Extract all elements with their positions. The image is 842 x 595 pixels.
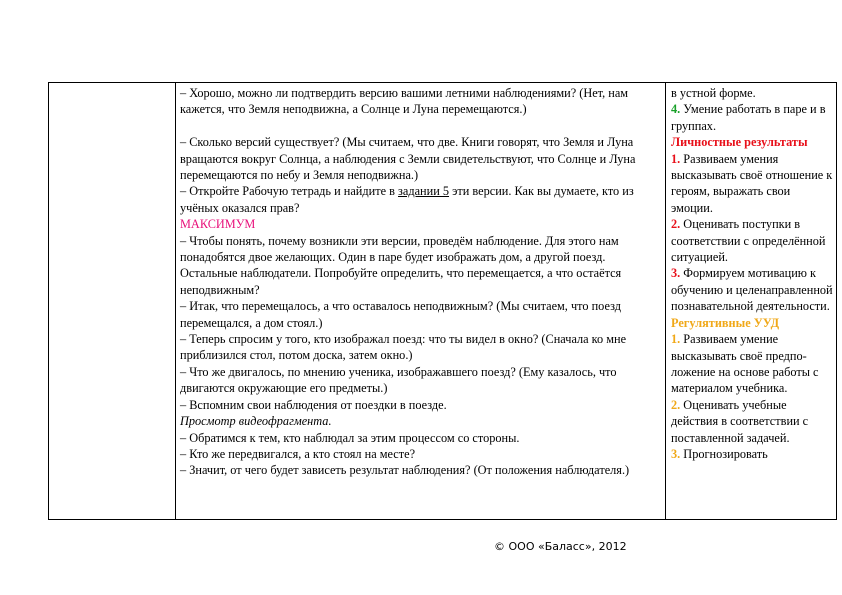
dialogue-line: – Кто же передвигался, а кто стоял на месте? (180, 446, 416, 461)
dialogue-line: – Обратимся к тем, кто наблюдал за этим процессом со стороны. (180, 430, 520, 445)
video-note: Просмотр видеофрагмента. (180, 414, 332, 429)
item-number: 1. (671, 151, 681, 166)
item-number: 3. (671, 446, 681, 461)
item-text: Оценивать поступки в соответствии с определённой ситуацией. (671, 217, 826, 265)
activity-column (180, 85, 662, 479)
item-number: 2. (671, 217, 681, 232)
copyright-footer: © ООО «Баласс», 2012 (494, 540, 627, 553)
maximum-heading: МАКСИМУМ (180, 217, 256, 232)
item-number: 3. (671, 266, 681, 281)
result-item (671, 216, 835, 265)
dialogue-line: – Вспомним свои наблюдения от поездки в поезде. (180, 397, 447, 412)
dialogue-line: – Значит, от чего будет зависеть результат наблюдения? (От положения наблюдателя.) (180, 463, 630, 478)
dialogue-line: – Чтобы понять, почему возникли эти версии, проведём наблюдение. Для этого нам понадобятся двое желающих. Один в паре будет изображать дом, а другой поезд. Остальные наблюдатели. Попробуйте определить, что перемещается, а что остаётся неподвижным? (180, 233, 622, 297)
item-text: Формируем мотивацию к обучению и целенаправленной познавательной деятельности. (671, 266, 833, 314)
result-item (671, 331, 835, 397)
result-item (671, 397, 835, 446)
regulative-heading: Регулятивные УУД (671, 315, 780, 330)
item-text: Развиваем умения высказывать своё отношение к героям, выражать свои эмоции. (671, 151, 833, 215)
item-number: 2. (671, 397, 681, 412)
item-text: Прогнозировать (680, 446, 768, 461)
dialogue-line (180, 183, 662, 216)
results-column (671, 85, 835, 462)
personal-results-heading: Личностные результаты (671, 135, 808, 150)
dialogue-line: – Итак, что перемещалось, а что оставалось неподвижным? (Мы считаем, что поезд перемещался, а дом стоял.) (180, 299, 621, 330)
lesson-table (48, 82, 837, 520)
task-link[interactable]: задании 5 (398, 184, 450, 199)
column-divider-right (665, 83, 666, 519)
dialogue-line: – Хорошо, можно ли подтвердить версию вашими летними наблюдениями? (Нет, нам кажется, что Земля неподвижна, а Солнце и Луна перемещаются.) (180, 86, 629, 117)
dialogue-line: – Сколько версий существует? (Мы считаем, что две. Книги говорят, что Земля и Луна вращаются вокруг Солнца, а наблюдения с Земли свидетельствуют, что Солнце и Луна перемещаются по небу и Земля неподвижна.) (180, 135, 636, 183)
result-item (671, 151, 835, 217)
dialogue-text: эти версии. Как вы думаете, кто из учёных оказался прав? (180, 184, 634, 215)
item-number: 1. (671, 332, 681, 347)
result-item (671, 101, 835, 134)
result-item (671, 265, 835, 314)
item-text: Развиваем умение высказывать своё предпо-ложение на основе работы с материалом учебника. (671, 332, 819, 396)
result-line: в устной форме. (671, 86, 756, 100)
item-text: Умение работать в паре и в группах. (671, 102, 826, 133)
item-text: Оценивать учебные действия в соответствии с поставленной задачей. (671, 397, 809, 445)
dialogue-text: – Откройте Рабочую тетрадь и найдите в (180, 184, 399, 199)
dialogue-line: – Что же двигалось, по мнению ученика, изображавшего поезд? (Ему казалось, что двигаются окружающие его предметы.) (180, 364, 617, 396)
result-item (671, 446, 835, 462)
column-divider-left (175, 83, 176, 519)
item-number: 4. (671, 102, 681, 117)
dialogue-line: – Теперь спросим у того, кто изображал поезд: что ты видел в окно? (Сначала ко мне приблизился стол, потом доска, затем окно.) (180, 332, 627, 363)
